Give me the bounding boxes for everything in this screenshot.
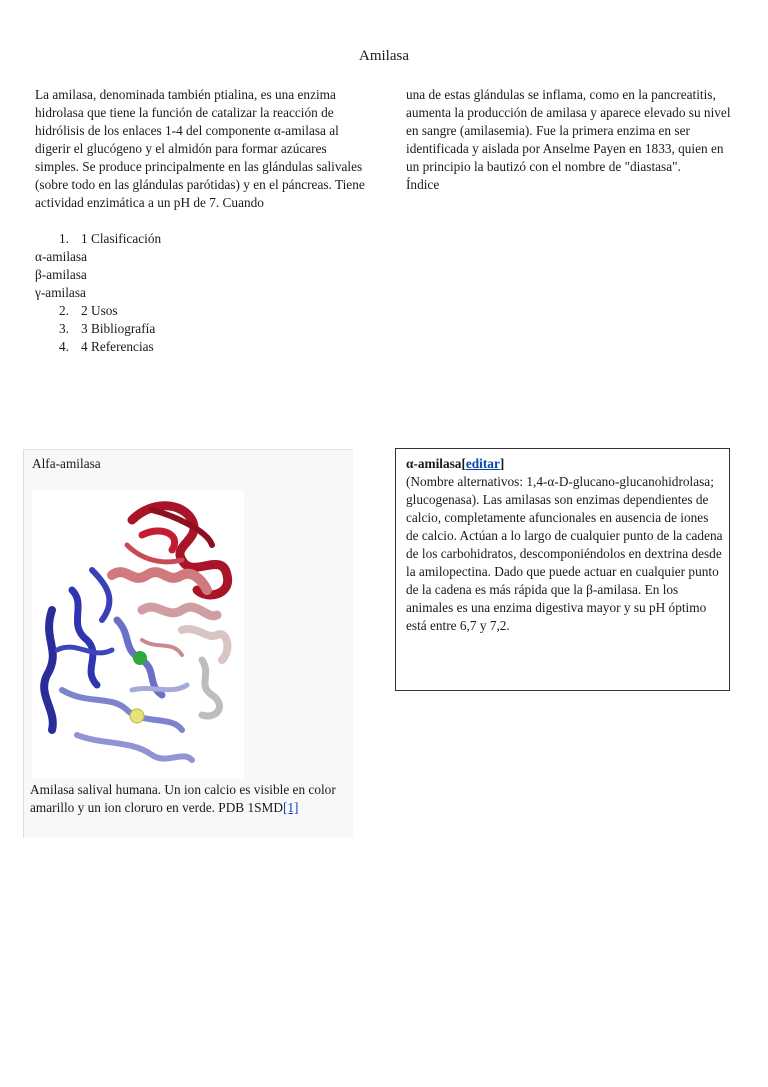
page-title: Amilasa	[359, 48, 409, 64]
intro-paragraph: La amilasa, denominada también ptialina, es una enzima hidrolasa que tiene la función de catalizar la reacción de hidrólisis de los enlaces 1-4 del componente α-amilasa al digerir el glucógeno y el almidón para formar azúcares simples. Se produce principalmente en las glándulas salivales (sobre todo en las glándulas parótidas) y en el páncreas. Tiene actividad enzimática a un pH de 7. Cuando	[35, 87, 365, 210]
continuation-paragraph: una de estas glándulas se inflama, como en la pancreatitis, aumenta la producción de amilasa y aparece elevado su nivel en sangre (amilasemia). Fue la primera enzima en ser identificada y aislada por Anselme Payen en 1833, quien en un principio la bautizó con el nombre de "diastasa".	[406, 87, 731, 174]
edit-link[interactable]: editar	[465, 456, 500, 471]
toc-item-bibliografia[interactable]: 3. 3 Bibliografía	[59, 321, 156, 336]
chloride-ion-icon	[133, 651, 147, 665]
protein-structure-image	[32, 490, 244, 779]
right-column	[406, 86, 736, 194]
toc-item-clasificacion[interactable]: 1. 1 Clasificación	[59, 231, 162, 246]
figure-title: Alfa-amilasa	[32, 456, 101, 471]
toc-item-referencias[interactable]: 4. 4 Referencias	[59, 339, 154, 354]
infobox	[395, 448, 730, 691]
toc-sub-gamma[interactable]: γ-amilasa	[35, 285, 86, 300]
index-label: Índice	[406, 177, 440, 192]
toc-item-usos[interactable]: 2. 2 Usos	[59, 303, 118, 318]
infobox-heading: α-amilasa	[406, 456, 462, 471]
figure-caption: Amilasa salival humana. Un ion calcio es visible en color amarillo y un ion cloruro en verde. PDB 1SMD[1]	[30, 782, 336, 815]
calcium-ion-icon	[130, 709, 144, 723]
infobox-body: (Nombre alternativos: 1,4-α-D-glucano-glucanohidrolasa; glucogenasa). Las amilasas son enzimas dependientes de calcio, completamente afuncionales en ausencia de iones de calcio. Actúan a lo largo de cualquier punto de la cadena de los carbohidratos, descomponiéndolos en dextrina desde la amilopectina. Dado que puede actuar en cualquier punto de la cadena es más rápida que la β-amilasa. En los animales es una enzima digestiva mayor y su pH óptimo está entre 6,7 y 7,2.	[406, 474, 723, 633]
left-column	[35, 86, 365, 356]
figure-box	[23, 449, 353, 838]
table-of-contents	[35, 230, 365, 356]
protein-ribbon-illustration	[32, 490, 244, 779]
toc-sub-alfa[interactable]: α-amilasa	[35, 249, 88, 264]
reference-link[interactable]: [1]	[282, 800, 299, 815]
infobox-header: α-amilasa[editar]	[406, 456, 505, 471]
toc-sub-beta[interactable]: β-amilasa	[35, 267, 87, 282]
